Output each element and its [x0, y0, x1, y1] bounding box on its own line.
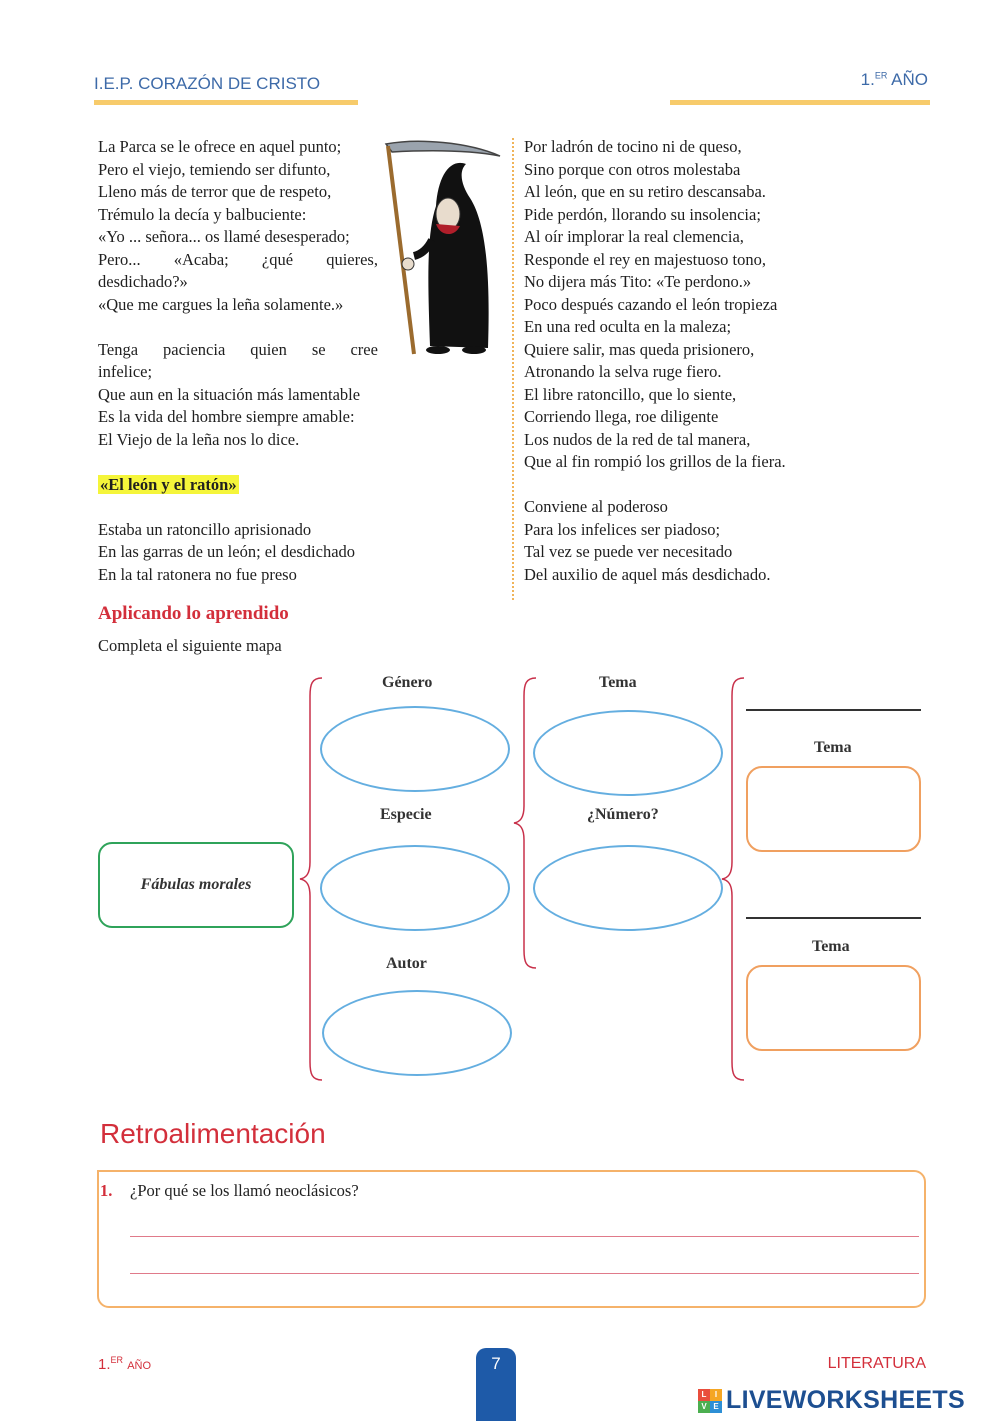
- label-autor: Autor: [386, 955, 427, 972]
- school-name: I.E.P. CORAZÓN DE CRISTO: [94, 74, 321, 93]
- grade-label: 1.$^{ER}$ AÑO: [860, 70, 928, 89]
- box-tema-1[interactable]: [746, 766, 921, 852]
- footer-subject: LITERATURA: [827, 1355, 926, 1372]
- fable-title: «El león y el ratón»: [100, 474, 237, 494]
- label-tema: Tema: [599, 674, 637, 691]
- page-number: 7: [476, 1348, 516, 1421]
- oval-especie[interactable]: [320, 845, 510, 931]
- brace-3: [722, 676, 746, 1082]
- section-title: Aplicando lo aprendido: [98, 603, 289, 624]
- label-genero: Género: [382, 674, 433, 691]
- brand-name: LIVEWORKSHEETS: [726, 1386, 965, 1414]
- column-divider: [512, 138, 514, 600]
- liveworksheets-logo[interactable]: [698, 1386, 965, 1415]
- label-especie: Especie: [380, 806, 432, 823]
- answer-line-q1-a[interactable]: [130, 1236, 919, 1237]
- grim-reaper-icon: [378, 136, 503, 358]
- header-bar-left: [94, 100, 358, 105]
- answer-line-2[interactable]: [746, 917, 921, 919]
- logo-badge-icon: L I V E: [698, 1389, 722, 1413]
- box-tema-2[interactable]: [746, 965, 921, 1051]
- answer-line-q1-b[interactable]: [130, 1273, 919, 1274]
- section-instruction: Completa el siguiente mapa: [98, 636, 282, 655]
- oval-genero[interactable]: [320, 706, 510, 792]
- label-tema-1: Tema: [814, 739, 852, 756]
- answer-line-1[interactable]: [746, 709, 921, 711]
- oval-autor[interactable]: [322, 990, 512, 1076]
- brace-2: [514, 676, 538, 970]
- poem-left: La Parca se le ofrece en aquel punto; Pero el viejo, temiendo ser difunto, Lleno más de terror que de respeto, Trémulo la decía y balbuciente: «Yo ... señora... os llamé desesperado; Pero... «Acaba; ¿qué quieres, desdichado?» «Que me cargues la leña solamente.» Tenga paciencia quien se cree infelice; Que aun en la situación más lamentable Es la vida del hombre siempre amable: El Viejo de la leña nos lo dice. «El león y el ratón» Estaba un ratoncillo aprisionado En las garras de un león; el desdichado En la tal ratonera no fue preso: [98, 137, 378, 584]
- retro-title: Retroalimentación: [100, 1118, 326, 1149]
- footer-grade: 1.$^{ER}$ AÑO: [98, 1355, 152, 1373]
- brace-1: [300, 676, 324, 1082]
- oval-numero[interactable]: [533, 845, 723, 931]
- question-text: ¿Por qué se los llamó neoclásicos?: [130, 1181, 359, 1200]
- oval-tema[interactable]: [533, 710, 723, 796]
- poem-right: Por ladrón de tocino ni de queso, Sino porque con otros molestaba Al león, que en su retiro descansaba. Pide perdón, llorando su insolencia; Al oír implorar la real clemencia, Responde el rey en majestuoso tono, No dijera más Tito: «Te perdono.» Poco después cazando el león tropieza En una red oculta en la maleza; Quiere salir, mas queda prisionero, Atronando la selva ruge fiero. El libre ratoncillo, que lo siente, Corriendo llega, roe diligente Los nudos de la red de tal manera, Que al fin rompió los grillos de la fiera. Conviene al poderoso Para los infelices ser piadoso; Tal vez se puede ver necesitado Del auxilio de aquel más desdichado.: [524, 137, 786, 584]
- root-box: Fábulas morales: [98, 842, 294, 928]
- question-number: 1.: [100, 1181, 113, 1200]
- label-tema-2: Tema: [812, 938, 850, 955]
- header-bar-right: [670, 100, 930, 105]
- label-numero: ¿Número?: [587, 806, 659, 823]
